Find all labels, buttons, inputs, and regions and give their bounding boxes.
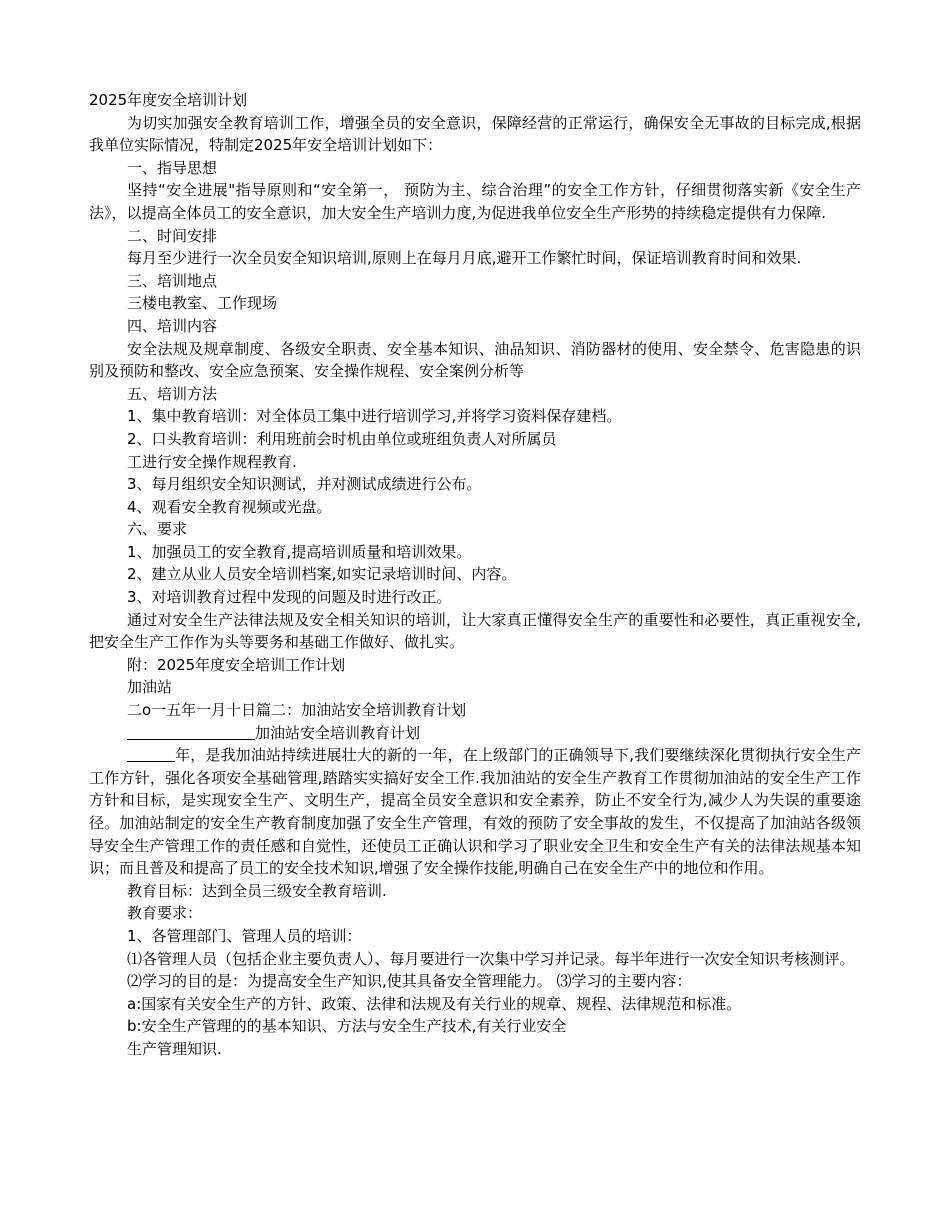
education-requirements-heading: 教育要求：: [127, 904, 203, 923]
signature-date: 二o一五年一月十日篇二：加油站安全培训教育计划: [127, 701, 467, 720]
section-heading-guiding-ideology: 一、指导思想: [127, 158, 218, 177]
education-goal: 教育目标：达到全员三级安全教育培训.: [127, 881, 387, 900]
list-item-content-b: b:安全生产管理的的基本知识、方法与安全生产技术,有关行业安全: [127, 1017, 567, 1036]
section-heading-content: 四、培训内容: [127, 316, 218, 335]
paragraph-guiding-ideology: 坚持“安全进展"指导原则和“安全第一， 预防为主、综合治理”的安全工作方针，仔细贯彻落实新《安全生产法》，以提高全体员工的安全意识，加大安全生产培训力度,为促进我单位安全生产形势的持续稳定提供有力保障.: [89, 181, 861, 222]
document-title: 2025年度安全培训计划: [89, 91, 248, 109]
part-two-title: 加油站安全培训教育计划: [255, 723, 421, 742]
list-item-content-a: a:国家有关安全生产的方针、政策、法律和法规及有关行业的规章、规程、法律规范和标准。: [127, 994, 742, 1013]
paragraph-content: 安全法规及规章制度、各级安全职责、安全基本知识、油品知识、消防器材的使用、安全禁令、危害隐患的识别及预防和整改、安全应急预案、安全操作规程、安全案例分析等: [89, 339, 861, 381]
section-heading-requirements: 六、要求: [127, 520, 188, 539]
signature-station: 加油站: [127, 678, 173, 697]
blank-underline-year: [127, 746, 175, 762]
section-heading-location: 三、培训地点: [127, 271, 218, 290]
list-item-management-2-3: ⑵学习的目的是：为提高安全生产知识,使其具备安全管理能力。 ⑶学习的主要内容：: [127, 972, 692, 991]
document-body: [89, 89, 861, 1061]
paragraph-schedule: 每月至少进行一次全员安全知识培训,原则上在每月月底,避开工作繁忙时间，保证培训教育时间和效果.: [127, 249, 802, 268]
list-item-requirement-1: 1、加强员工的安全教育,提高培训质量和培训效果。: [127, 542, 472, 561]
list-item-method-1: 1、集中教育培训：对全体员工集中进行培训学习,并将学习资料保存建档。: [127, 407, 622, 426]
paragraph-conclusion: 通过对安全生产法律法规及安全相关知识的培训，让大家真正懂得安全生产的重要性和必要性，真正重视安全,把安全生产工作作为头等要务和基础工作做好、做扎实。: [89, 610, 861, 652]
list-item-method-2: 2、口头教育培训：利用班前会时机由单位或班组负责人对所属员: [127, 429, 557, 448]
appendix-line: 附：2025年度安全培训工作计划: [127, 655, 346, 674]
list-item-method-3: 3、每月组织安全知识测试，并对测试成绩进行公布。: [127, 475, 482, 494]
paragraph-part-two-intro: [89, 744, 861, 880]
paragraph-location: 三楼电教室、工作现场: [127, 294, 278, 313]
list-item-content-b-cont: 生产管理知识.: [127, 1039, 222, 1058]
paragraph-intro: 为切实加强安全教育培训工作，增强全员的安全意识，保障经营的正常运行，确保安全无事故的目标完成,根据我单位实际情况，特制定2025年安全培训计划如下：: [89, 113, 861, 155]
section-heading-schedule: 二、时间安排: [127, 226, 218, 245]
part-two-title-line: [89, 722, 861, 745]
paragraph-part-two-intro-text: 年，是我加油站持续进展壮大的新的一年，在上级部门的正确领导下,我们要继续深化贯彻执行安全生产工作方针，强化各项安全基础管理,踏踏实实搞好安全工作.我加油站的安全生产教育工作贯彻加油站的安全生产工作方针和目标，是实现安全生产、文明生产，提高全员安全意识和安全素养，防止不安全行为,减少人为失误的重要途径。加油站制定的安全生产教育制度加强了安全生产管理，有效的预防了安全事故的发生，不仅提高了加油站各级领导安全生产管理工作的责任感和自觉性，还使员工正确认识和学习了职业安全卫生和安全生产有关的法律法规基本知识；而且普及和提高了员工的安全技术知识,增强了安全操作技能,明确自己在安全生产中的地位和作用。: [89, 746, 861, 878]
list-item-management-training: 1、各管理部门、管理人员的培训：: [127, 926, 362, 945]
list-item-management-1: ⑴各管理人员（包括企业主要负责人）、每月要进行一次集中学习并记录。每半年进行一次安全知识考核测评。: [127, 949, 855, 968]
list-item-requirement-2: 2、建立从业人员安全培训档案,如实记录培训时间、内容。: [127, 565, 517, 584]
list-item-method-4: 4、观看安全教育视频或光盘。: [127, 497, 332, 516]
list-item-requirement-3: 3、对培训教育过程中发现的问题及时进行改正。: [127, 588, 452, 607]
section-heading-methods: 五、培训方法: [127, 384, 218, 403]
list-item-method-2-cont: 工进行安全操作规程教育.: [127, 452, 297, 471]
blank-underline: [127, 724, 255, 740]
